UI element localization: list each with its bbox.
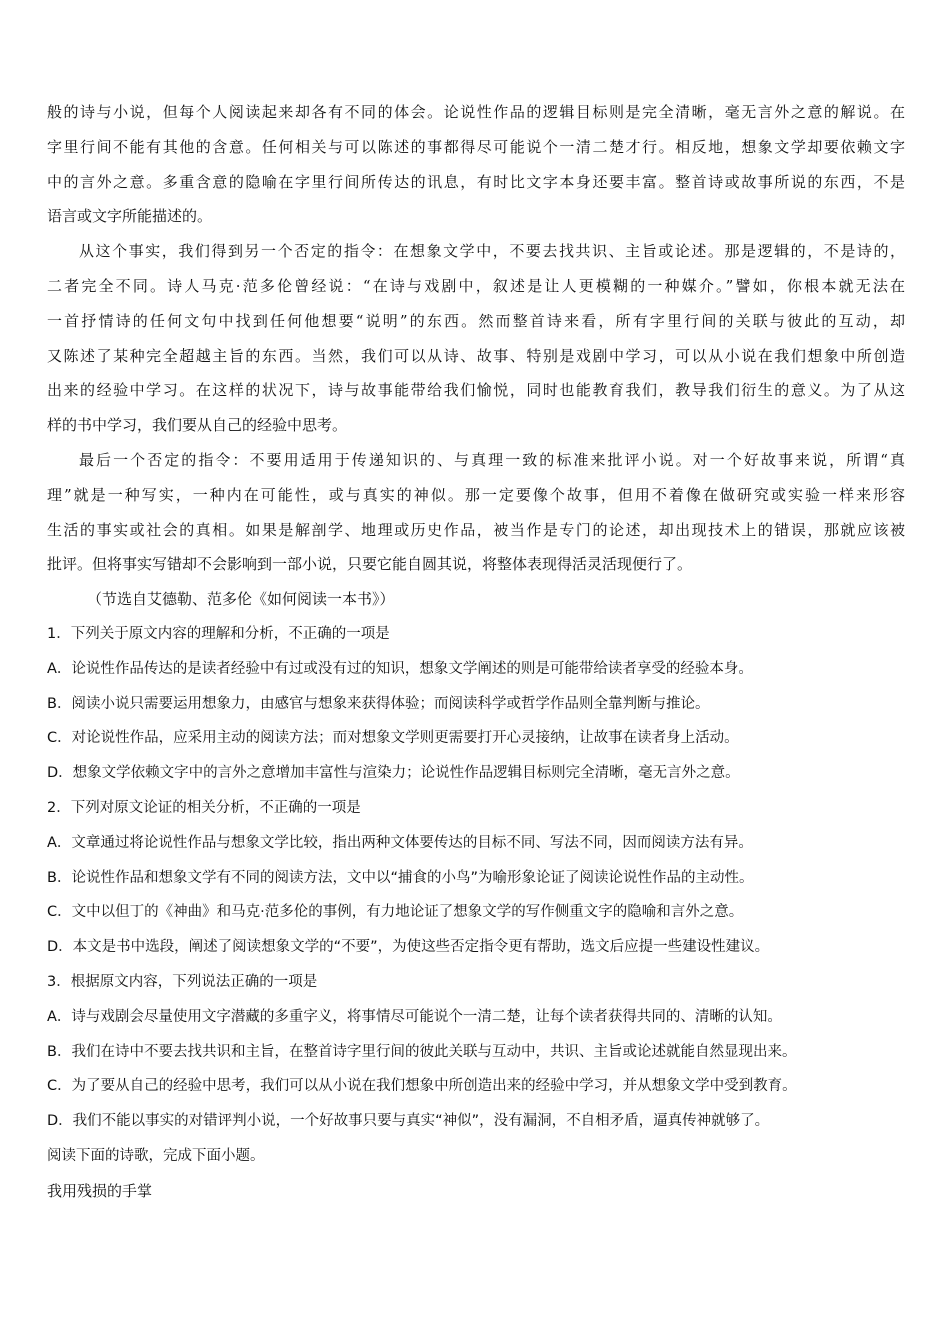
question-stem: 1．下列关于原文内容的理解和分析，不正确的一项是 bbox=[47, 625, 390, 642]
text-line: 批评。但将事实写错却不会影响到一部小说，只要它能自圆其说，将整体表现得活灵活现便行了。 bbox=[47, 555, 693, 574]
paragraph-second-instruction bbox=[47, 234, 905, 443]
answer-option: B．我们在诗中不要去找共识和主旨，在整首诗字里行间的彼此关联与互动中，共识、主旨或论述就能自然显现出来。 bbox=[47, 1043, 797, 1060]
paragraph-last-instruction bbox=[47, 443, 905, 582]
text-line: 般的诗与小说，但每个人阅读起来却各有不同的体会。论说性作品的逻辑目标则是完全清晰，毫无言外之意的解说。在 bbox=[47, 103, 905, 121]
answer-option: D．我们不能以事实的对错评判小说，一个好故事只要与真实“神似”，没有漏洞，不自相矛盾，逼真传神就够了。 bbox=[47, 1113, 770, 1130]
answer-option: D．本文是书中选段，阐述了阅读想象文学的“不要”，为使这些否定指令更有帮助，选文后应提一些建设性建议。 bbox=[47, 939, 770, 956]
answer-option: C．为了要从自己的经验中思考，我们可以从小说在我们想象中所创造出来的经验中学习，并从想象文学中受到教育。 bbox=[47, 1078, 797, 1095]
text-line: 样的书中学习，我们要从自己的经验中思考。 bbox=[47, 416, 348, 435]
text-line: 理”就是一种写实，一种内在可能性，或与真实的神似。那一定要像个故事，但用不着像在做研究或实验一样来形容 bbox=[47, 485, 905, 504]
text-line: 语言或文字所能描述的。 bbox=[47, 207, 213, 226]
text-line: 又陈述了某种完全超越主旨的东西。当然，我们可以从诗、故事、特别是戏剧中学习，可以从小说在我们想象中所创造 bbox=[47, 346, 905, 365]
text-line: 二者完全不同。诗人马克·范多伦曾经说：“在诗与戏剧中，叙述是让人更模糊的一种媒介。”譬如，你根本就无法在 bbox=[47, 276, 905, 295]
text-line: 中的言外之意。多重含意的隐喻在字里行间所传达的讯息，有时比文字本身还要丰富。整首诗或故事所说的东西，不是 bbox=[47, 172, 905, 191]
text-line: 字里行间不能有其他的含意。任何相关与可以陈述的事都得尽可能说个一清二楚才行。相反地，想象文学却要依赖文字 bbox=[47, 137, 905, 156]
text-line: 最后一个否定的指令：不要用适用于传递知识的、与真理一致的标准来批评小说。对一个好故事来说，所谓“真 bbox=[79, 450, 905, 469]
text-line: 出来的经验中学习。在这样的状况下，诗与故事能带给我们愉悦，同时也能教育我们，教导我们衍生的意义。为了从这 bbox=[47, 381, 905, 400]
answer-option: D．想象文学依赖文字中的言外之意增加丰富性与渲染力；论说性作品逻辑目标则完全清晰，毫无言外之意。 bbox=[47, 765, 740, 782]
answer-option: A．诗与戏剧会尽量使用文字潜藏的多重字义，将事情尽可能说个一清二楚，让每个读者获得共同的、清晰的认知。 bbox=[47, 1008, 782, 1025]
text-line: 生活的事实或社会的真相。如果是解剖学、地理或历史作品，被当作是专门的论述，却出现技术上的错误，那就应该被 bbox=[47, 520, 905, 539]
answer-option: C．对论说性作品，应采用主动的阅读方法；而对想象文学则更需要打开心灵接纳，让故事在读者身上活动。 bbox=[47, 730, 739, 747]
answer-option: A．论说性作品传达的是读者经验中有过或没有过的知识，想象文学阐述的则是可能带给读者享受的经验本身。 bbox=[47, 660, 753, 677]
question-stem: 3．根据原文内容，下列说法正确的一项是 bbox=[47, 973, 318, 990]
question-stem: 2．下列对原文论证的相关分析，不正确的一项是 bbox=[47, 799, 361, 816]
answer-option: A．文章通过将论说性作品与想象文学比较，指出两种文体要传达的目标不同、写法不同，因而阅读方法有异。 bbox=[47, 834, 753, 851]
reading-instruction: 阅读下面的诗歌，完成下面小题。 bbox=[47, 1147, 265, 1164]
text-line: 一首抒情诗的任何文句中找到任何他想要“说明”的东西。然而整首诗来看，所有字里行间的关联与彼此的互动，却 bbox=[47, 311, 905, 330]
answer-option: B．阅读小说只需要运用想象力，由感官与想象来获得体验；而阅读科学或哲学作品则全靠判断与推论。 bbox=[47, 695, 710, 712]
question-2 bbox=[47, 791, 905, 965]
document-page bbox=[47, 95, 905, 1209]
question-3 bbox=[47, 965, 905, 1139]
answer-option: B．论说性作品和想象文学有不同的阅读方法，文中以“捕食的小鸟”为喻形象论证了阅读论说性作品的主动性。 bbox=[47, 869, 754, 886]
paragraph-continuation bbox=[47, 95, 905, 234]
answer-option: C．文中以但丁的《神曲》和马克·范多伦的事例，有力地论证了想象文学的写作侧重文字的隐喻和言外之意。 bbox=[47, 904, 744, 921]
poem-title: 我用残损的手掌 bbox=[47, 1181, 153, 1200]
question-1 bbox=[47, 617, 905, 791]
source-citation: （节选自艾德勒、范多伦《如何阅读一本书》） bbox=[87, 590, 395, 609]
text-line: 从这个事实，我们得到另一个否定的指令：在想象文学中，不要去找共识、主旨或论述。那是逻辑的，不是诗的， bbox=[79, 242, 905, 261]
